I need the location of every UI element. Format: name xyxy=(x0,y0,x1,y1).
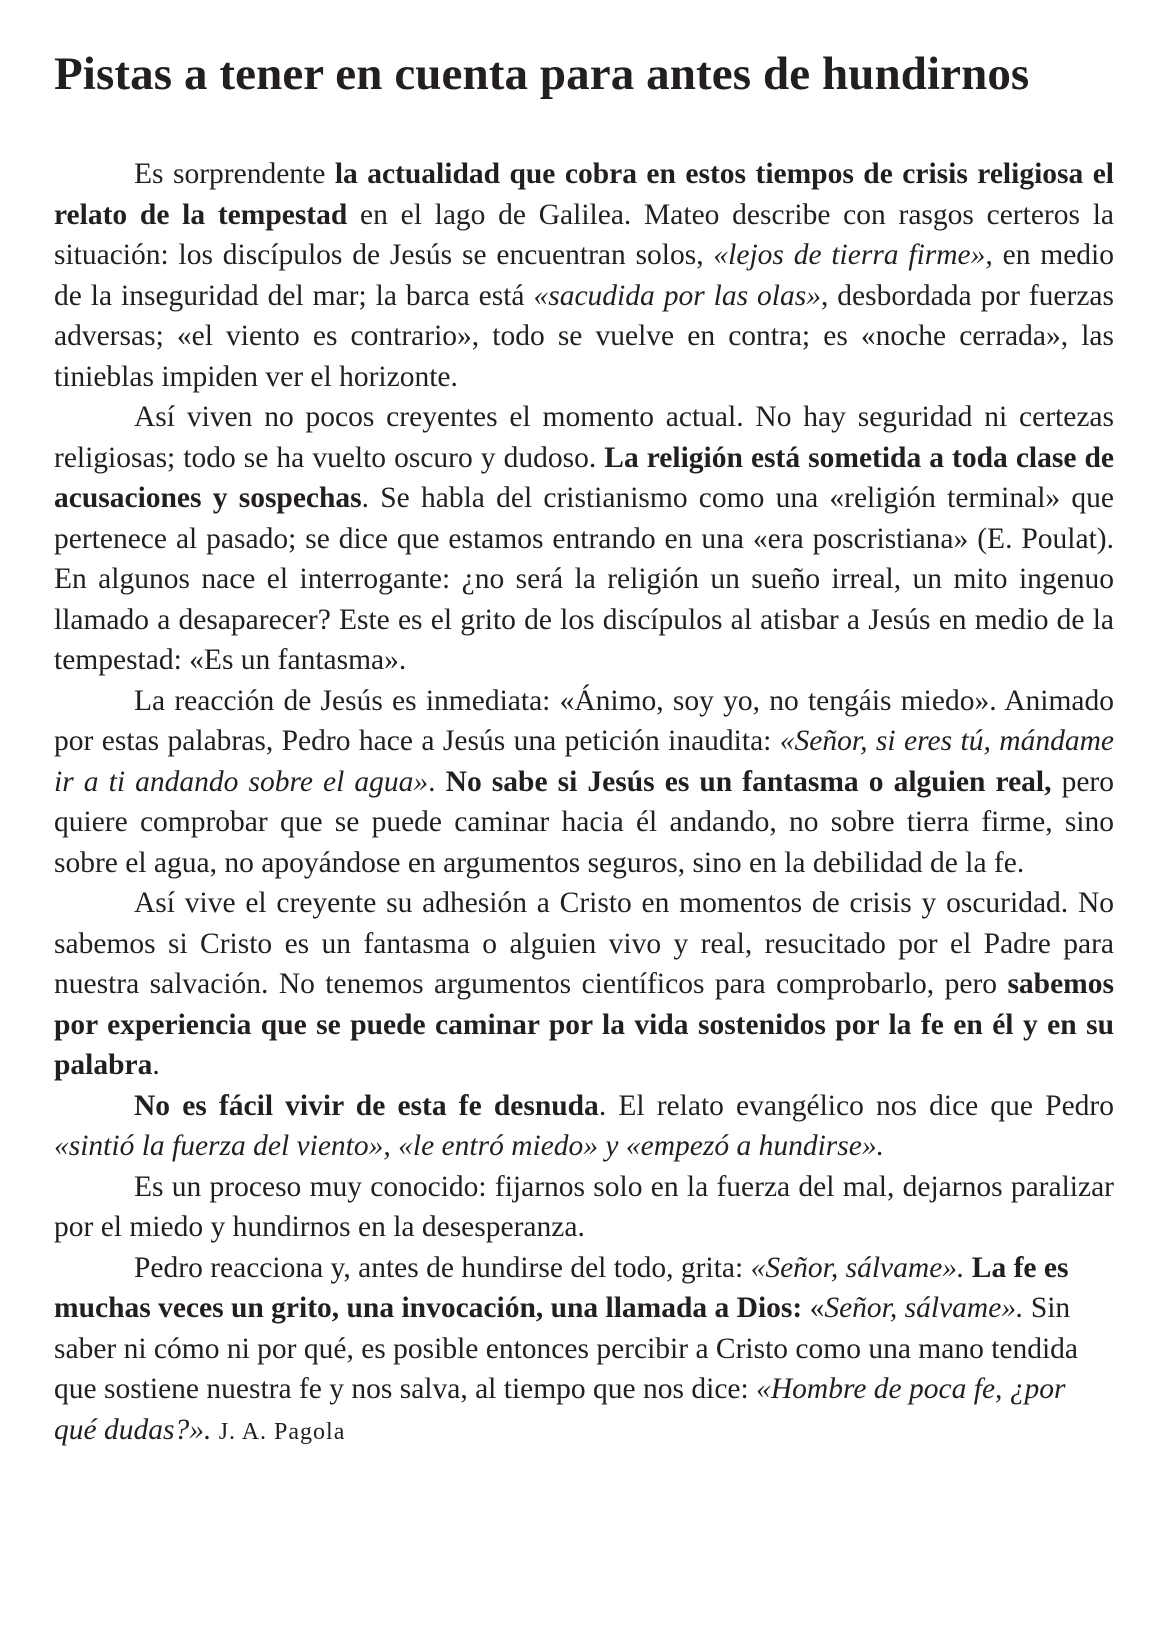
paragraph-1 xyxy=(54,154,1114,397)
text-run: Sin saber ni cómo ni por qué, es posible entonces percibir a Cristo como una mano tendida que sostiene nuestra fe y nos salva, al tiempo que nos dice: xyxy=(54,1292,1079,1405)
text-run: Pedro reacciona y, antes de hundirse del todo, grita: xyxy=(134,1251,751,1284)
paragraph-7 xyxy=(54,1248,1114,1453)
paragraph-5 xyxy=(54,1086,1114,1167)
italic-quote: «sacudida por las olas» xyxy=(533,279,821,312)
paragraph-4 xyxy=(54,883,1114,1086)
text-run: en el lago de Galilea. Mateo describe con rasgos certeros la situación: los discípulos de Jesús se encuentran solos, xyxy=(54,198,1114,271)
bold-text: La fe es muchas veces un grito, una invocación, una llamada a Dios: xyxy=(54,1251,1069,1324)
bold-text: No sabe si Jesús es un fantasma o alguien real, xyxy=(445,765,1052,798)
text-run: « xyxy=(802,1292,825,1324)
text-run: . Se habla del cristianismo como una «religión terminal» que pertenece al pasado; se dice que estamos entrando en una «era poscristiana» (E. Poulat). En algunos nace el interrogante: ¿no será la religión un sueño irreal, un mito ingenuo llamado a desaparecer? Este es el grito de los discípulos al atisbar a Jesús en medio de la tempestad: «Es un fantasma». xyxy=(54,482,1114,676)
italic-quote: «Señor, sálvame». xyxy=(750,1251,965,1284)
text-run: Así vive el creyente su adhesión a Cristo en momentos de crisis y oscuridad. No sabemos si Cristo es un fantasma o alguien vivo y real, resucitado por el Padre para nuestra salvación. No tenemos argumentos científicos para comprobarlo, pero xyxy=(54,887,1114,1000)
text-run xyxy=(964,1252,971,1284)
text-run: pero quiere comprobar que se puede caminar hacia él andando, no sobre tierra firme, sino sobre el agua, no apoyándose en argumentos seguros, sino en la debilidad de la fe. xyxy=(54,765,1114,879)
text-run: Es un proceso muy conocido: fijarnos solo en la fuerza del mal, dejarnos paralizar por el miedo y hundirnos en la desesperanza. xyxy=(54,1170,1114,1243)
bold-text: la actualidad que cobra en estos tiempos de crisis religiosa el relato de la tempestad xyxy=(54,158,1115,231)
paragraph-2 xyxy=(54,397,1114,681)
text-run: La reacción de Jesús es inmediata: «Ánimo, soy yo, no tengáis miedo». Animado por estas palabras, Pedro hace a Jesús una petición inaudita: xyxy=(54,684,1114,757)
text-run: . xyxy=(428,765,446,798)
text-run: Es sorprendente xyxy=(134,158,335,190)
italic-quote: Señor, sálvame». xyxy=(824,1292,1024,1324)
paragraph-6 xyxy=(54,1167,1114,1248)
italic-quote: «Hombre de poca fe, ¿por qué dudas?». xyxy=(54,1373,1066,1446)
article-body xyxy=(54,154,1114,1452)
bold-text: No es fácil vivir de esta fe desnuda xyxy=(134,1089,599,1122)
paragraph-3 xyxy=(54,681,1114,884)
article-title: Pistas a tener en cuenta para antes de hundirnos xyxy=(54,48,1030,100)
italic-quote: «lejos de tierra firme», xyxy=(713,239,993,271)
text-run: en medio de la inseguridad del mar; la barca está xyxy=(54,239,1114,312)
italic-quote: «sintió la fuerza del viento», «le entró miedo» y «empezó a hundirse». xyxy=(54,1130,884,1162)
text-run: . xyxy=(152,1049,160,1081)
text-run: , desbordada por fuerzas adversas; «el viento es contrario», todo se vuelve en contra; es «noche cerrada», las tinieblas impiden ver el horizonte. xyxy=(54,279,1114,393)
text-run: Así viven no pocos creyentes el momento actual. No hay seguridad ni certezas religiosas; todo se ha vuelto oscuro y dudoso. xyxy=(54,401,1114,474)
italic-quote: «Señor, si eres tú, mándame ir a ti andando sobre el agua» xyxy=(54,725,1114,798)
bold-text: La religión está sometida a toda clase de acusaciones y sospechas xyxy=(54,441,1115,514)
author-signature: J. A. Pagola xyxy=(218,1418,346,1445)
text-run: . El relato evangélico nos dice que Pedro xyxy=(598,1089,1115,1122)
bold-text: sabemos por experiencia que se puede caminar por la vida sostenidos por la fe en él y en su palabra xyxy=(54,968,1114,1081)
